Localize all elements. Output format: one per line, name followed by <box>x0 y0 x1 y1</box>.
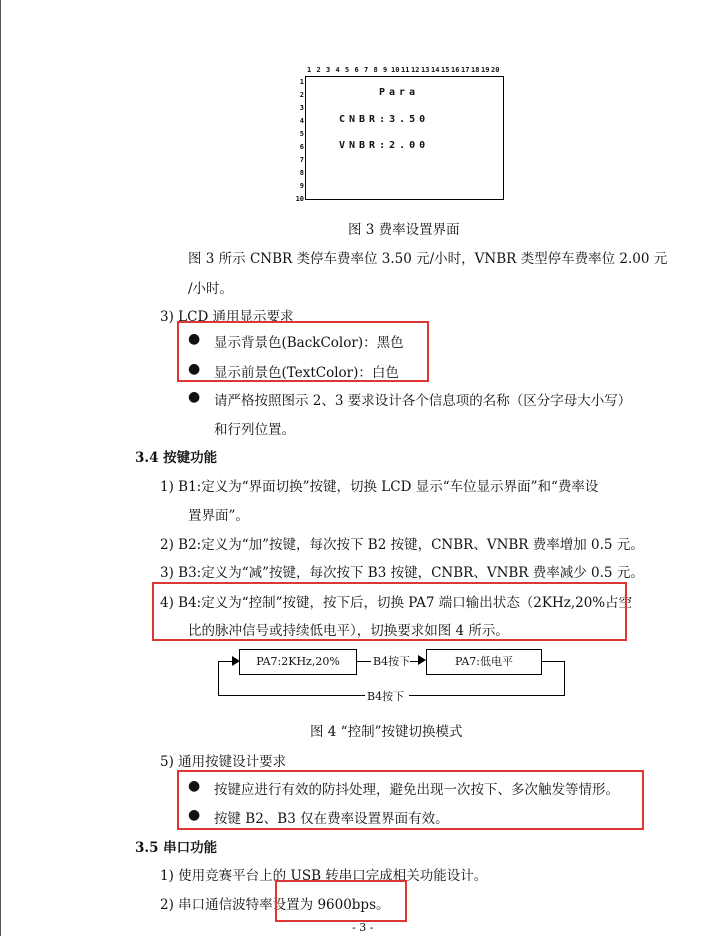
lcd-requirement-title: 3) LCD 通用显示要求 <box>160 309 294 325</box>
bullet-icon: ● <box>188 331 201 347</box>
list-item: 1) 使用竞赛平台上的 USB 转串口完成相关功能设计。 <box>160 868 488 884</box>
bullet-icon: ● <box>188 361 201 377</box>
highlight-box <box>275 880 407 922</box>
page-number: - 3 - <box>352 921 374 934</box>
paragraph-line: /小时。 <box>188 281 234 297</box>
list-item: 请严格按照图示 2、3 要求设计各个信息项的名称（区分字母大小写） <box>214 393 632 409</box>
highlight-box <box>177 321 429 382</box>
list-item: 按键 B2、B3 仅在费率设置界面有效。 <box>214 811 449 827</box>
highlight-box <box>177 770 644 830</box>
lcd-line-cnbr: CNBR:3.50 <box>339 114 430 125</box>
lcd-line-para: Para <box>379 87 420 98</box>
key-requirement-title: 5) 通用按键设计要求 <box>160 754 287 770</box>
col-number: 17 <box>461 66 470 74</box>
arrow-label-bottom: B4按下 <box>367 690 405 703</box>
col-number: 11 <box>401 66 410 74</box>
figure4-caption: 图 4 “控制”按键切换模式 <box>310 724 463 740</box>
col-number: 6 <box>354 66 359 74</box>
arrow-line <box>409 695 565 696</box>
bullet-icon: ● <box>188 778 201 794</box>
arrow-head-icon <box>418 655 426 665</box>
row-number: 2 <box>299 91 304 99</box>
arrow-label-top: B4按下 <box>373 655 411 668</box>
row-number: 1 <box>299 78 304 86</box>
section-heading: 3.4 按键功能 <box>135 450 218 466</box>
arrow-line <box>542 661 564 662</box>
row-number: 8 <box>299 169 304 177</box>
row-number: 9 <box>299 182 304 190</box>
lcd-row-numbers <box>292 76 304 202</box>
list-item: 比的脉冲信号或持续低电平），切换要求如图 4 所示。 <box>188 623 509 639</box>
col-number: 13 <box>421 66 430 74</box>
highlight-box <box>152 582 627 641</box>
paragraph-line: 图 3 所示 CNBR 类停车费率位 3.50 元/小时，VNBR 类型停车费率位 2.00 元 <box>188 251 668 267</box>
col-number: 18 <box>471 66 480 74</box>
col-number: 4 <box>335 66 340 74</box>
col-number: 19 <box>481 66 490 74</box>
row-number: 3 <box>299 104 304 112</box>
list-item: 1) B1:定义为“界面切换”按键，切换 LCD 显示“车位显示界面”和“费率设 <box>160 479 599 495</box>
list-item: 2) 串口通信波特率设置为 9600bps。 <box>160 897 390 913</box>
list-item: 和行列位置。 <box>214 422 295 438</box>
col-number: 16 <box>451 66 460 74</box>
col-number: 15 <box>441 66 450 74</box>
list-item: 2) B2:定义为“加”按键，每次按下 B2 按键，CNBR、VNBR 费率增加 0.5 元。 <box>160 537 644 553</box>
col-number: 8 <box>373 66 378 74</box>
arrow-line <box>564 661 565 695</box>
page-left-border <box>0 0 1 936</box>
list-item: 4) B4:定义为“控制”按键，按下后，切换 PA7 端口输出状态（2KHz,20%占空 <box>160 595 633 611</box>
list-item: 置界面”。 <box>188 508 249 524</box>
col-number: 1 <box>307 66 312 74</box>
row-number: 4 <box>299 117 304 125</box>
list-item: 显示前景色(TextColor)：白色 <box>214 365 399 381</box>
bullet-icon: ● <box>188 807 201 823</box>
col-number: 2 <box>316 66 321 74</box>
bullet-icon: ● <box>188 389 201 405</box>
arrow-line <box>218 695 365 696</box>
col-number: 7 <box>364 66 369 74</box>
list-item: 显示背景色(BackColor)：黑色 <box>214 335 404 351</box>
arrow-line <box>218 661 219 696</box>
state-box-low: PA7:低电平 <box>426 649 542 675</box>
col-number: 9 <box>383 66 388 74</box>
state-box-pwm: PA7:2KHz,20% <box>239 649 357 675</box>
col-number: 10 <box>391 66 400 74</box>
row-number: 10 <box>295 195 304 203</box>
figure3-caption: 图 3 费率设置界面 <box>348 222 460 238</box>
arrow-head-icon <box>232 656 240 666</box>
arrow-line <box>218 661 233 662</box>
lcd-column-numbers <box>307 66 507 76</box>
row-number: 7 <box>299 156 304 164</box>
row-number: 6 <box>299 143 304 151</box>
list-item: 3) B3:定义为“减”按键，每次按下 B3 按键，CNBR、VNBR 费率减少 0.5 元。 <box>160 565 644 581</box>
col-number: 14 <box>431 66 440 74</box>
arrow-line <box>357 661 371 662</box>
col-number: 12 <box>411 66 420 74</box>
col-number: 20 <box>491 66 500 74</box>
col-number: 5 <box>345 66 350 74</box>
list-item: 按键应进行有效的防抖处理，避免出现一次按下、多次触发等情形。 <box>214 782 619 798</box>
col-number: 3 <box>326 66 331 74</box>
row-number: 5 <box>299 130 304 138</box>
lcd-line-vnbr: VNBR:2.00 <box>339 140 430 151</box>
section-heading: 3.5 串口功能 <box>135 840 218 856</box>
